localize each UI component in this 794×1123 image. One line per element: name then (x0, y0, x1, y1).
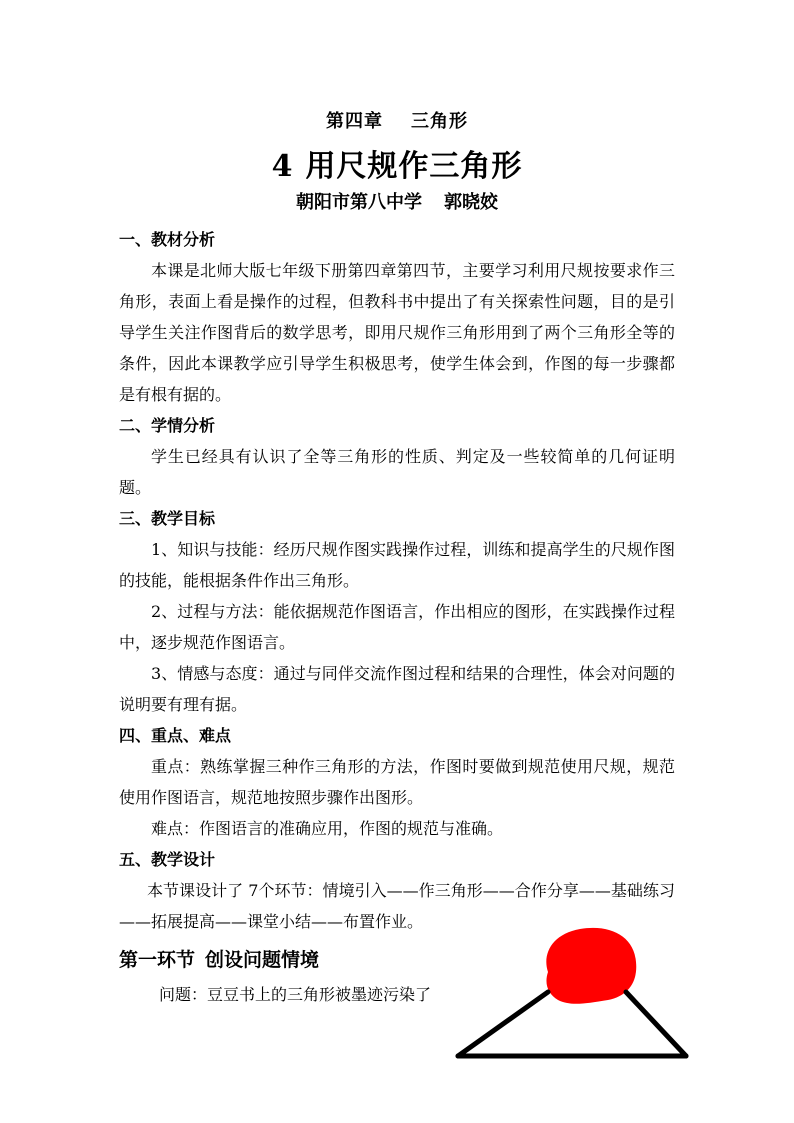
paragraph-goal-knowledge: 1、知识与技能：经历尺规作图实践操作过程，训练和提高学生的尺规作图的技能，能根据条件作出三角形。 (119, 540, 675, 590)
lesson-title (0, 141, 794, 185)
ink-blot-shape (546, 928, 636, 1004)
paragraph-textbook-analysis: 本课是北师大版七年级下册第四章第四节，主要学习利用尺规按要求作三角形，表面上看是操作的过程，但教科书中提出了有关探索性问题，目的是引导学生关注作图背后的数学思考，即用尺规作三角形用到了两个三角形全等的条件，因此本课教学应引导学生积极思考，使学生体会到，作图的每一步骤都是有根有据的。 (119, 261, 675, 404)
section-heading-teaching-design: 五、教学设计 (119, 850, 216, 869)
environment-label: 第一环节 (119, 949, 196, 971)
author-line (0, 188, 794, 214)
problem-statement: 问题：豆豆书上的三角形被墨迹污染了 (159, 985, 432, 1004)
chapter-label: 第四章 (326, 111, 383, 132)
section-heading-student-analysis: 二、学情分析 (119, 416, 216, 435)
ink-stained-triangle-figure (452, 924, 692, 1064)
paragraph-goal-process: 2、过程与方法：能依据规范作图语言，作出相应的图形，在实践操作过程中，逐步规范作图语言。 (119, 602, 675, 652)
lesson-plan-body (119, 224, 675, 937)
environment-title: 创设问题情境 (205, 949, 320, 971)
paragraph-goal-emotion: 3、情感与态度：通过与同伴交流作图过程和结果的合理性，体会对问题的说明要有理有据。 (119, 664, 675, 714)
lesson-title-text: 用尺规作三角形 (305, 149, 523, 184)
lesson-number: 4 (271, 149, 294, 184)
chapter-heading (0, 107, 794, 133)
triangle-left-side (458, 992, 548, 1056)
paragraph-student-analysis: 学生已经具有认识了全等三角形的性质、判定及一些较简单的几何证明题。 (119, 447, 675, 497)
paragraph-difficult-point: 难点：作图语言的准确应用，作图的规范与准确。 (151, 819, 504, 838)
environment-heading (119, 946, 319, 974)
paragraph-teaching-design: 本节课设计了 7个环节：情境引入——作三角形——合作分享——基础练习——拓展提高——课堂小结——布置作业。 (119, 881, 675, 931)
section-heading-textbook-analysis: 一、教材分析 (119, 230, 216, 249)
chapter-name: 三角形 (411, 111, 468, 132)
teacher-name: 郭晓姣 (444, 192, 498, 213)
triangle-right-side (626, 992, 686, 1056)
paragraph-key-point: 重点：熟练掌握三种作三角形的方法，作图时要做到规范使用尺规，规范使用作图语言，规范地按照步骤作出图形。 (119, 757, 675, 807)
section-heading-key-points: 四、重点、难点 (119, 726, 232, 745)
section-heading-teaching-goals: 三、教学目标 (119, 509, 216, 528)
school-name: 朝阳市第八中学 (296, 192, 422, 213)
